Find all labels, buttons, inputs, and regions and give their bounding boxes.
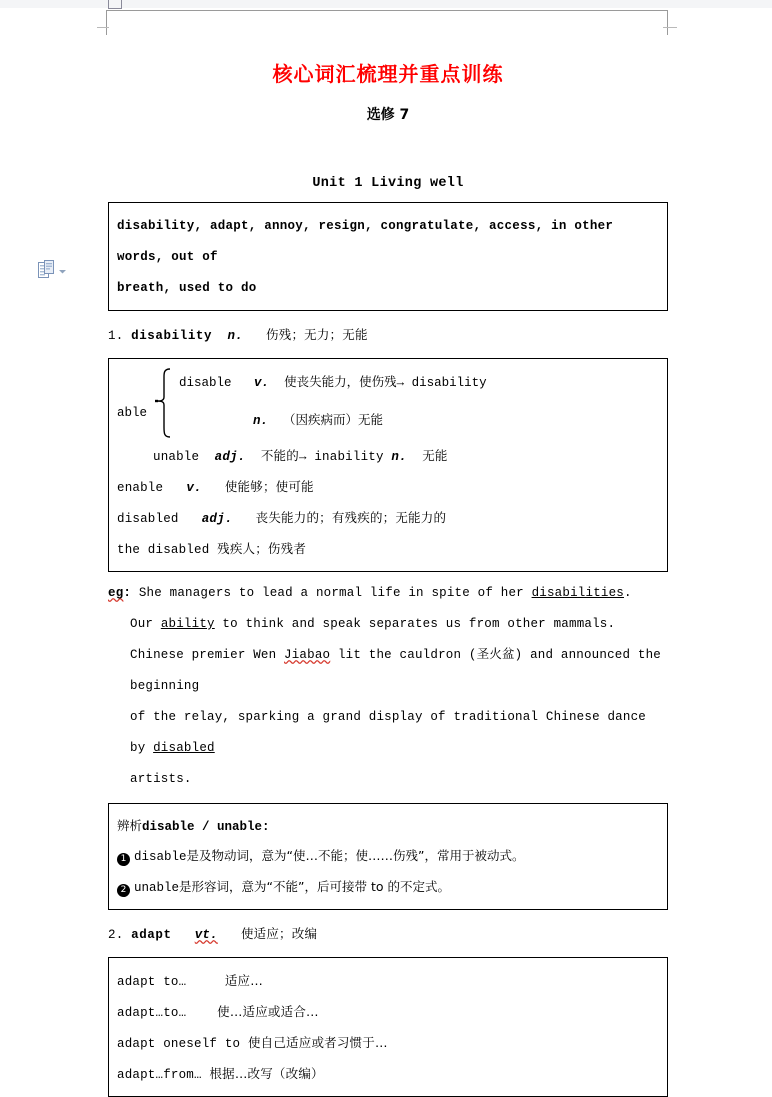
compare-item-1-text: 是及物动词，意为“使…不能；使……伤残”，常用于被动式。 <box>186 848 525 863</box>
compare-label: 辨析 <box>117 818 143 833</box>
phrase-1-cn: 适应… <box>224 973 263 988</box>
margin-guide-right <box>663 27 677 28</box>
family-row-3 <box>117 441 659 472</box>
example-line-3 <box>108 640 668 702</box>
entry-2-meaning: 使适应；改编 <box>240 926 318 941</box>
family-row-1-arrow: → <box>396 376 405 390</box>
circled-number-1-icon: 1 <box>117 853 130 866</box>
example-label: eg <box>108 586 124 600</box>
circled-number-2-icon: 2 <box>117 884 130 897</box>
family-row-6-word: the disabled <box>117 543 210 557</box>
brace-group <box>117 365 659 441</box>
entry-number: 1. <box>108 329 124 343</box>
family-row-3-arrow: → <box>298 450 307 464</box>
margin-guide-top <box>106 10 666 11</box>
example-line-1 <box>108 578 668 609</box>
entry-2-number: 2. <box>108 928 124 942</box>
family-row-3-word: unable <box>153 450 200 464</box>
family-row-6-meaning: 残疾人；伤残者 <box>217 541 307 556</box>
family-row-5-word: disabled <box>117 512 179 526</box>
example-1-underlined: disabilities <box>531 586 624 600</box>
example-line-5 <box>108 764 668 795</box>
phrase-row-2 <box>117 997 659 1028</box>
family-row-1-word: disable <box>179 376 232 390</box>
margin-corner-box <box>108 0 122 9</box>
family-row-2-pos: n. <box>253 414 269 428</box>
entry-pos: n. <box>227 329 243 343</box>
family-row-1-meaning: 使丧失能力，使伤残 <box>284 374 397 389</box>
wordlist-line-2: breath, used to do <box>117 281 257 295</box>
entry-heading-2 <box>108 920 668 949</box>
family-row-6 <box>117 534 659 565</box>
entry-meaning: 伤残；无力；无能 <box>266 327 368 342</box>
family-row-1 <box>179 369 487 396</box>
example-2-text-a: Our <box>130 617 161 631</box>
example-2-underlined: ability <box>160 617 215 631</box>
clipboard-document-icon <box>38 260 55 284</box>
phrase-row-1 <box>117 966 659 997</box>
margin-corner-top-left <box>106 10 119 35</box>
example-colon: : <box>123 586 132 600</box>
family-row-2 <box>179 407 383 434</box>
family-row-1-derived: disability <box>411 376 487 390</box>
family-row-4-pos: v. <box>186 481 202 495</box>
entry-heading-1 <box>108 321 668 350</box>
compare-item-2-text: 是形容词，意为“不能”，后可接带 to 的不定式。 <box>179 879 450 894</box>
compare-heading <box>117 812 659 841</box>
example-line-2 <box>108 609 668 640</box>
family-row-3-derived-pos: n. <box>391 450 407 464</box>
page-subtitle: 选修 7 <box>366 107 410 123</box>
page-content <box>108 44 668 1097</box>
curly-brace-icon <box>155 367 173 444</box>
example-3-misspelled: Jiabao <box>284 648 331 662</box>
wordlist-line-1: disability, adapt, annoy, resign, congratulate, access, in other words, out of <box>117 219 614 264</box>
example-3-text-d: artists. <box>130 772 192 786</box>
compare-box <box>108 803 668 910</box>
example-3-text-c: of the relay, sparking a grand display of traditional Chinese dance by <box>130 710 646 755</box>
family-row-4 <box>117 472 659 503</box>
example-3-underlined: disabled <box>153 741 215 755</box>
page-title: 核心词汇梳理并重点训练 <box>272 62 504 86</box>
phrase-1-en: adapt to… <box>117 975 187 989</box>
entry-2-word: adapt <box>131 928 172 942</box>
phrase-3-en: adapt oneself to <box>117 1037 241 1051</box>
phrase-4-en: adapt…from… <box>117 1068 202 1082</box>
compare-title: disable / unable: <box>142 820 270 834</box>
phrase-3-cn: 使自己适应或者习惯于… <box>247 1035 388 1050</box>
phrase-row-3 <box>117 1028 659 1059</box>
family-row-4-meaning: 使能够；使可能 <box>224 479 314 494</box>
margin-corner-top-right <box>655 10 668 35</box>
example-1-text-a: She managers to lead a normal life in spite of her <box>138 586 532 600</box>
compare-item-1-word: disable <box>134 850 187 864</box>
family-row-5 <box>117 503 659 534</box>
family-row-5-pos: adj. <box>201 512 233 526</box>
unit-heading: Unit 1 Living well <box>312 176 464 191</box>
family-row-3-derived-meaning: 无能 <box>422 448 448 463</box>
example-1-text-b: . <box>624 586 632 600</box>
family-row-3-pos: adj. <box>214 450 246 464</box>
family-row-5-meaning: 丧失能力的；有残疾的；无能力的 <box>255 510 447 525</box>
paste-options-button[interactable] <box>38 260 67 284</box>
family-row-3-derived: inability <box>314 450 384 464</box>
margin-guide-left <box>97 27 109 28</box>
example-3-text-b: lit the cauldron (圣火盆) and announced the beginning <box>130 648 661 693</box>
phrase-2-en: adapt…to… <box>117 1006 187 1020</box>
family-row-3-meaning: 不能的 <box>260 448 299 463</box>
compare-item-2-word: unable <box>134 881 180 895</box>
word-family-box <box>108 358 668 572</box>
family-row-4-word: enable <box>117 481 164 495</box>
compare-item-2 <box>117 872 659 903</box>
chevron-down-icon[interactable] <box>58 263 67 281</box>
entry-word: disability <box>131 329 213 343</box>
brace-root-word: able <box>117 406 148 420</box>
adapt-phrase-box <box>108 957 668 1097</box>
compare-item-1 <box>117 841 659 872</box>
phrase-row-4 <box>117 1059 659 1090</box>
phrase-2-cn: 使…适应或适合… <box>217 1004 319 1019</box>
example-line-4 <box>108 702 668 764</box>
example-2-text-b: to think and speak separates us from other mammals. <box>214 617 616 631</box>
family-row-2-meaning: （因疾病而）无能 <box>283 412 384 427</box>
entry-2-pos: vt. <box>194 928 218 942</box>
wordlist-box <box>108 202 668 311</box>
example-3-text-a: Chinese premier Wen <box>130 648 285 662</box>
family-row-1-pos: v. <box>254 376 270 390</box>
phrase-4-cn: 根据…改写（改编） <box>209 1066 324 1081</box>
examples-block <box>108 578 668 795</box>
